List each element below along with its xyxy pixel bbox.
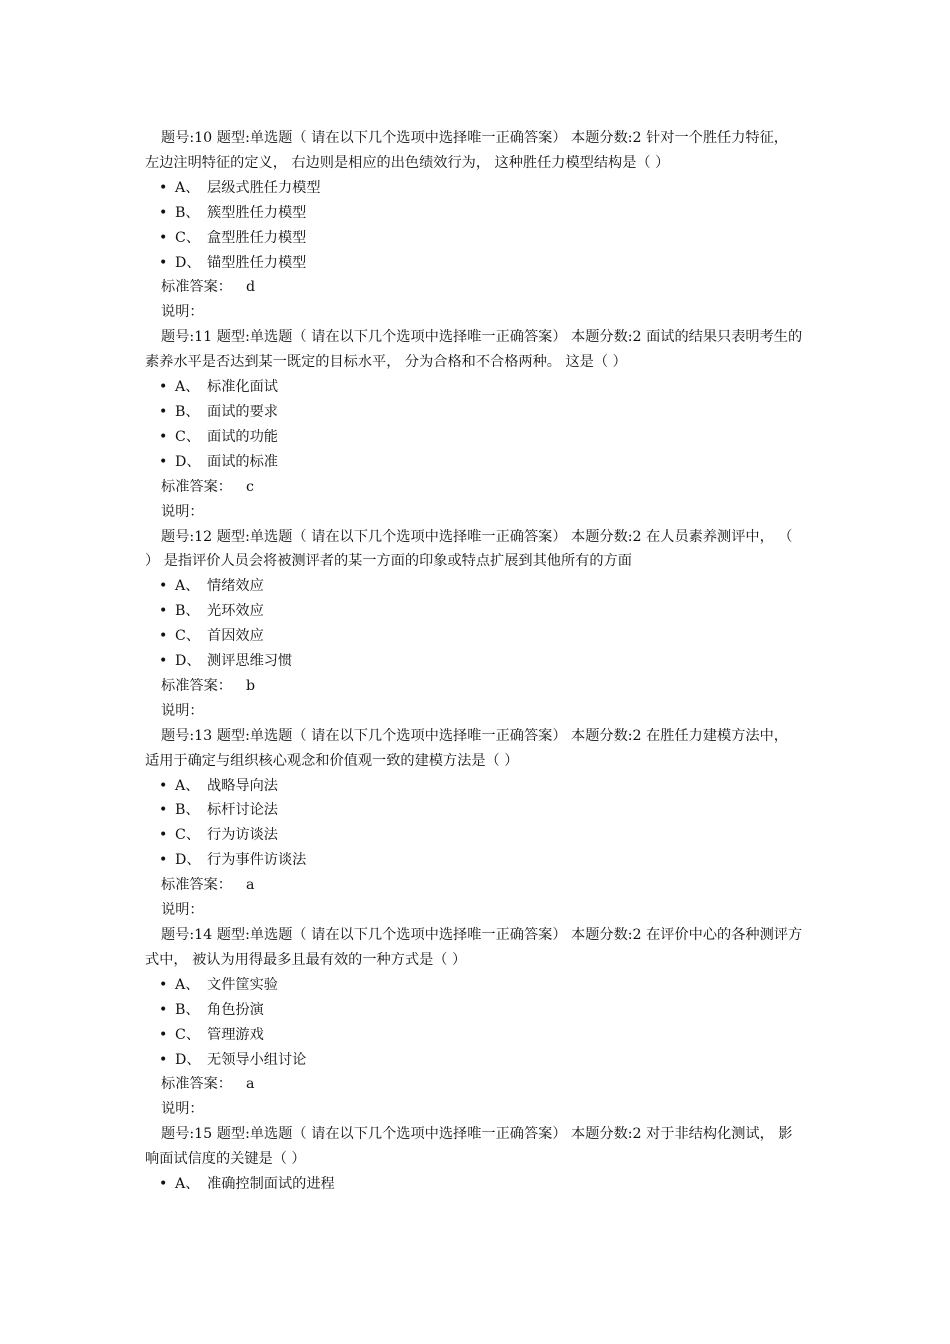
bullet-icon: • (159, 403, 168, 420)
bullet-icon: • (159, 254, 168, 271)
bullet-icon: • (159, 653, 168, 670)
bullet-icon: • (159, 428, 168, 445)
option-text: 面试的标准 (207, 453, 278, 470)
option-b (145, 998, 805, 1023)
option-letter: A、 (175, 379, 200, 396)
bullet-icon: • (159, 802, 168, 819)
option-a (145, 574, 805, 599)
bullet-icon: • (159, 827, 168, 844)
answer-label: 标准答案： (161, 279, 232, 296)
question-12 (145, 525, 805, 724)
option-a (145, 1172, 805, 1197)
standard-answer (145, 873, 805, 898)
option-c (145, 1023, 805, 1048)
option-text: 行为访谈法 (207, 827, 278, 844)
bullet-icon: • (159, 777, 168, 794)
option-letter: A、 (175, 976, 200, 993)
bullet-icon: • (159, 1176, 168, 1193)
option-letter: A、 (175, 578, 200, 595)
option-list (145, 574, 805, 674)
answer-value: a (245, 1076, 255, 1093)
option-letter: B、 (175, 1001, 200, 1018)
bullet-icon: • (159, 976, 168, 993)
option-text: 层级式胜任力模型 (207, 179, 321, 196)
answer-label: 标准答案： (161, 677, 232, 694)
question-14 (145, 923, 805, 1122)
bullet-icon: • (159, 1001, 168, 1018)
option-b (145, 201, 805, 226)
option-letter: A、 (175, 777, 200, 794)
option-letter: A、 (175, 1176, 200, 1193)
option-letter: C、 (175, 1026, 201, 1043)
option-letter: A、 (175, 179, 200, 196)
option-letter: B、 (175, 802, 200, 819)
option-text: 锚型胜任力模型 (207, 254, 307, 271)
option-text: 无领导小组讨论 (207, 1051, 307, 1068)
bullet-icon: • (159, 1026, 168, 1043)
question-stem: 题号:14 题型:单选题（ 请在以下几个选项中选择唯一正确答案） 本题分数:2 在评价中心的各种测评方式中， 被认为用得最多且最有效的一种方式是（ ） (145, 927, 803, 968)
option-c (145, 226, 805, 251)
answer-label: 标准答案： (161, 877, 232, 894)
answer-value: a (245, 877, 255, 894)
option-text: 角色扮演 (207, 1001, 264, 1018)
option-list (145, 1172, 805, 1197)
option-list (145, 375, 805, 475)
option-text: 准确控制面试的进程 (207, 1176, 335, 1193)
question-10 (145, 126, 805, 325)
question-stem: 题号:12 题型:单选题（ 请在以下几个选项中选择唯一正确答案） 本题分数:2 在人员素养测评中， （ ） 是指评价人员会将被测评者的某一方面的印象或特点扩展到其他所有的方面 (145, 528, 793, 570)
option-letter: D、 (175, 453, 201, 470)
option-a (145, 973, 805, 998)
bullet-icon: • (159, 1051, 168, 1068)
bullet-icon: • (159, 603, 168, 620)
option-a (145, 375, 805, 400)
option-letter: C、 (175, 827, 201, 844)
bullet-icon: • (159, 204, 168, 221)
option-text: 标准化面试 (207, 379, 278, 396)
option-text: 战略导向法 (207, 777, 278, 794)
option-letter: B、 (175, 403, 200, 420)
standard-answer (145, 275, 805, 300)
question-stem: 题号:11 题型:单选题（ 请在以下几个选项中选择唯一正确答案） 本题分数:2 面试的结果只表明考生的素养水平是否达到某一既定的目标水平， 分为合格和不合格两种。 这是（ ） (145, 329, 803, 371)
answer-value: c (245, 478, 254, 495)
document-page (145, 126, 805, 1197)
question-11 (145, 325, 805, 524)
option-text: 情绪效应 (207, 578, 264, 595)
option-c (145, 425, 805, 450)
explanation-label: 说明： (161, 503, 204, 520)
option-b (145, 798, 805, 823)
bullet-icon: • (159, 578, 168, 595)
option-letter: C、 (175, 229, 201, 246)
option-letter: B、 (175, 204, 200, 221)
option-text: 面试的要求 (207, 403, 278, 420)
option-list (145, 774, 805, 874)
answer-label: 标准答案： (161, 1076, 232, 1093)
option-text: 行为事件访谈法 (207, 852, 307, 869)
option-text: 盒型胜任力模型 (207, 229, 307, 246)
option-d (145, 1048, 805, 1073)
question-stem: 题号:15 题型:单选题（ 请在以下几个选项中选择唯一正确答案） 本题分数:2 对于非结构化测试， 影响面试信度的关键是（ ） (145, 1126, 793, 1168)
answer-label: 标准答案： (161, 478, 232, 495)
option-b (145, 400, 805, 425)
option-d (145, 251, 805, 276)
standard-answer (145, 475, 805, 500)
option-letter: B、 (175, 603, 200, 620)
option-c (145, 823, 805, 848)
option-letter: C、 (175, 428, 201, 445)
option-text: 测评思维习惯 (207, 653, 293, 670)
bullet-icon: • (159, 379, 168, 396)
option-list (145, 973, 805, 1073)
option-d (145, 450, 805, 475)
explanation-label: 说明： (161, 902, 204, 919)
option-text: 簇型胜任力模型 (207, 204, 307, 221)
option-d (145, 848, 805, 873)
option-text: 面试的功能 (207, 428, 278, 445)
option-text: 文件筐实验 (207, 976, 278, 993)
bullet-icon: • (159, 852, 168, 869)
option-d (145, 649, 805, 674)
option-text: 光环效应 (207, 603, 264, 620)
bullet-icon: • (159, 628, 168, 645)
option-letter: D、 (175, 254, 201, 271)
option-list (145, 176, 805, 276)
option-text: 首因效应 (207, 628, 264, 645)
answer-value: b (245, 677, 256, 694)
option-a (145, 176, 805, 201)
question-15 (145, 1122, 805, 1197)
question-13 (145, 724, 805, 923)
bullet-icon: • (159, 453, 168, 470)
option-b (145, 599, 805, 624)
explanation-label: 说明： (161, 1101, 204, 1118)
bullet-icon: • (159, 179, 168, 196)
option-a (145, 774, 805, 799)
explanation-label: 说明： (161, 702, 204, 719)
standard-answer (145, 1072, 805, 1097)
option-letter: C、 (175, 628, 201, 645)
question-stem: 题号:13 题型:单选题（ 请在以下几个选项中选择唯一正确答案） 本题分数:2 在胜任力建模方法中， 适用于确定与组织核心观念和价值观一致的建模方法是（ ） (145, 727, 788, 769)
option-letter: D、 (175, 653, 201, 670)
answer-value: d (245, 279, 256, 296)
option-c (145, 624, 805, 649)
explanation-label: 说明： (161, 304, 204, 321)
question-stem: 题号:10 题型:单选题（ 请在以下几个选项中选择唯一正确答案） 本题分数:2 针对一个胜任力特征， 左边注明特征的定义， 右边则是相应的出色绩效行为， 这种胜任力模型结构是（ ） (145, 130, 788, 171)
option-letter: D、 (175, 1051, 201, 1068)
standard-answer (145, 674, 805, 699)
option-letter: D、 (175, 852, 201, 869)
option-text: 标杆讨论法 (207, 802, 278, 819)
bullet-icon: • (159, 229, 168, 246)
option-text: 管理游戏 (207, 1026, 264, 1043)
